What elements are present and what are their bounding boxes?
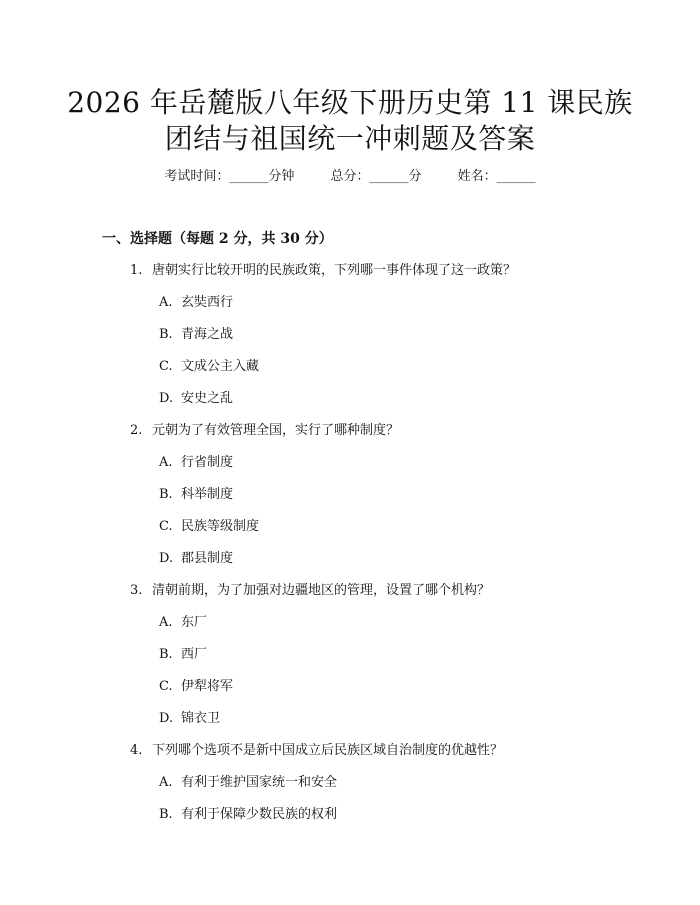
question-text: 唐朝实行比较开明的民族政策，下列哪一事件体现了这一政策？ <box>152 263 517 278</box>
option-text: 锦衣卫 <box>181 711 221 726</box>
option-letter: D. <box>159 391 174 406</box>
question-1-option-a <box>159 294 233 312</box>
option-letter: A. <box>159 295 173 310</box>
option-letter: B. <box>159 647 173 662</box>
option-text: 东厂 <box>181 615 208 630</box>
question-text: 下列哪个选项不是新中国成立后民族区域自治制度的优越性？ <box>152 743 504 758</box>
option-letter: C. <box>159 359 173 374</box>
option-text: 文成公主入藏 <box>181 359 260 374</box>
option-letter: D. <box>159 711 174 726</box>
question-2-option-c <box>159 518 259 536</box>
document-title-line-2: 团结与祖国统一冲刺题及答案 <box>164 122 536 155</box>
option-text: 青海之战 <box>181 327 234 342</box>
question-number: 4. <box>130 743 143 758</box>
option-text: 西厂 <box>181 647 208 662</box>
question-text: 清朝前期，为了加强对边疆地区的管理，设置了哪个机构？ <box>152 583 491 598</box>
name-field: 姓名：______ <box>457 169 536 184</box>
question-2-option-d <box>159 550 233 568</box>
option-letter: D. <box>159 551 174 566</box>
question-4 <box>130 742 503 760</box>
option-letter: A. <box>159 615 173 630</box>
question-2 <box>130 422 399 440</box>
option-text: 科举制度 <box>181 487 234 502</box>
option-text: 有利于保障少数民族的权利 <box>181 807 338 822</box>
option-letter: B. <box>159 487 173 502</box>
question-4-option-b <box>159 806 337 824</box>
question-1-option-d <box>159 390 233 408</box>
question-3 <box>130 582 490 600</box>
question-3-option-d <box>159 710 220 728</box>
option-text: 行省制度 <box>181 455 234 470</box>
question-2-option-a <box>159 454 233 472</box>
exam-time-field: 考试时间：______分钟 <box>164 169 295 184</box>
question-3-option-b <box>159 646 207 664</box>
question-1-option-b <box>159 326 233 344</box>
option-text: 伊犁将军 <box>181 679 234 694</box>
exam-info <box>0 168 700 186</box>
option-text: 民族等级制度 <box>181 519 260 534</box>
question-text: 元朝为了有效管理全国，实行了哪种制度？ <box>152 423 400 438</box>
option-text: 安史之乱 <box>181 391 234 406</box>
question-1 <box>130 262 516 280</box>
question-2-option-b <box>159 486 233 504</box>
option-letter: B. <box>159 327 173 342</box>
question-3-option-c <box>159 678 233 696</box>
question-number: 2. <box>130 423 143 438</box>
question-3-option-a <box>159 614 207 632</box>
option-letter: A. <box>159 775 173 790</box>
question-number: 1. <box>130 263 143 278</box>
option-letter: C. <box>159 679 173 694</box>
option-letter: C. <box>159 519 173 534</box>
total-score-field: 总分：______分 <box>330 169 422 184</box>
option-text: 玄奘西行 <box>181 295 234 310</box>
section-heading-multiple-choice: 一、选择题（每题 2 分，共 30 分） <box>102 231 333 247</box>
document-title-line-1: 2026 年岳麓版八年级下册历史第 11 课民族 <box>67 86 633 119</box>
option-letter: B. <box>159 807 173 822</box>
option-text: 郡县制度 <box>181 551 234 566</box>
question-number: 3. <box>130 583 143 598</box>
question-1-option-c <box>159 358 259 376</box>
option-letter: A. <box>159 455 173 470</box>
question-4-option-a <box>159 774 337 792</box>
option-text: 有利于维护国家统一和安全 <box>181 775 338 790</box>
